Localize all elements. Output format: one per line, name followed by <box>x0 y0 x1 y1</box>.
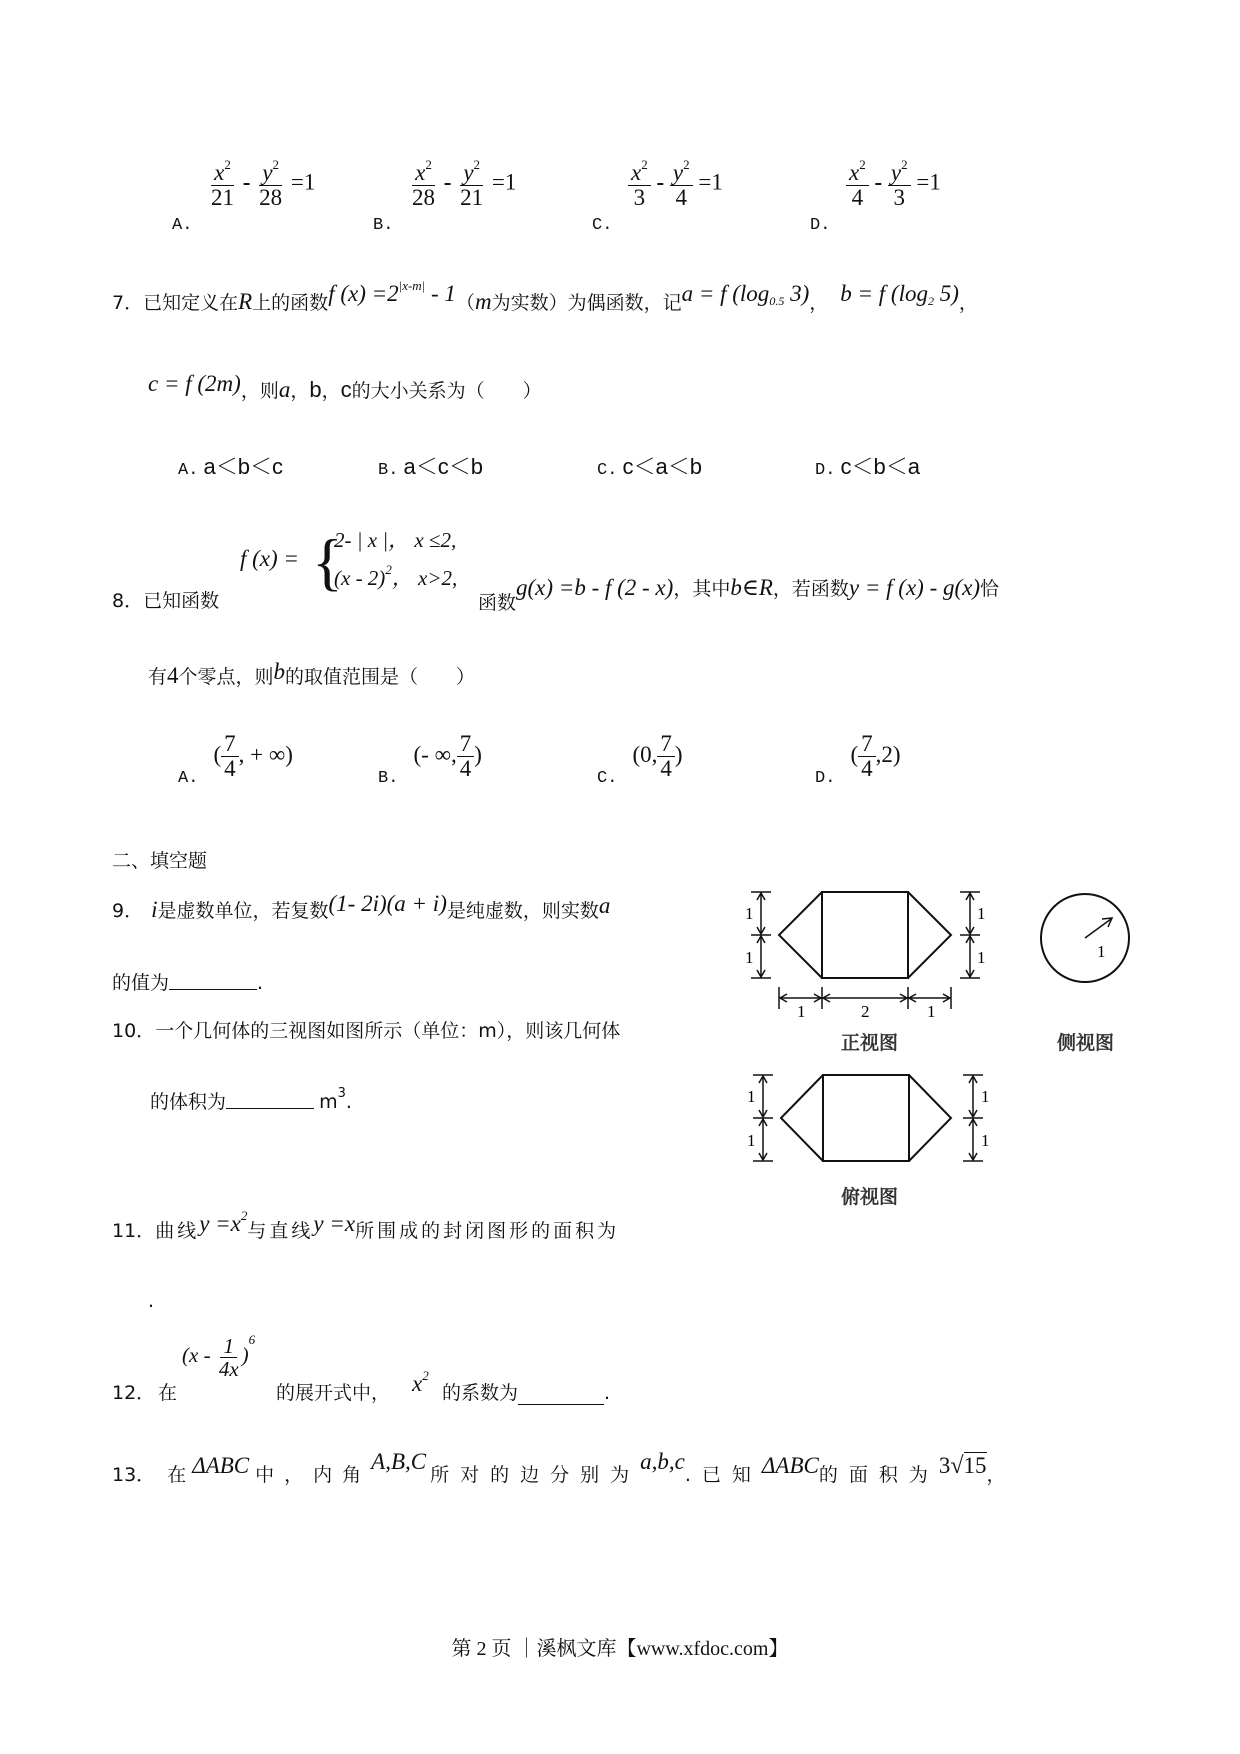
question-8-cont: 函数g(x) =b - f (2 - x)，其中b∈R，若函数y = f (x) - g(x)恰 <box>478 575 1000 614</box>
question-number: 7． <box>112 292 144 314</box>
dim-label: 1 <box>977 904 986 923</box>
radius-line <box>1085 919 1111 938</box>
q8-option-b[interactable]: B. (- ∞, $\frac{7}{4}$ ) <box>378 731 482 788</box>
three-view-figure <box>735 885 1135 1215</box>
dim-label: 1 <box>747 1087 756 1106</box>
dim-label: 1 <box>745 904 754 923</box>
question-number: 9． <box>112 900 144 922</box>
dim-label: 1 <box>745 948 754 967</box>
question-number: 11． <box>112 1220 156 1242</box>
question-7: 7．已知定义在R上的函数f $(x) =2^{|x-m|} - 1(m$为实数）为偶函数，记a = f ($\log_{0.5}$ 3)， b = f ($\log_2$ 5)， <box>112 278 978 314</box>
section-heading: 二、填空题 <box>112 850 208 872</box>
q7-option-c[interactable]: C. c＜a＜b <box>597 454 702 480</box>
top-left-dimension <box>753 1075 773 1161</box>
top-view-label: 俯视图 <box>841 1186 899 1208</box>
fraction-expression: $\frac{x^2}{4}$ - $\frac{y^2}{3}$ =1 <box>846 158 941 210</box>
top-view-right-triangle <box>909 1075 951 1161</box>
dim-label: 1 <box>927 1002 936 1021</box>
question-9-line2: 的值为 . <box>112 972 264 994</box>
question-number: 13． <box>112 1464 156 1486</box>
top-view <box>781 1075 951 1161</box>
q7-option-b[interactable]: B. a＜c＜b <box>378 454 483 480</box>
question-13: 13． 在 ΔABC 中，内角A,B,C所对的边分别为a,b,c.已知ΔABC的面积为3√15， <box>112 1449 1006 1486</box>
q7-option-a[interactable]: A. a＜b＜c <box>178 454 283 480</box>
dim-label: 1 <box>981 1087 990 1106</box>
radius-label: 1 <box>1097 942 1106 961</box>
question-7-line2: c = f (2m)，则a，b，c的大小关系为（ ） <box>148 371 542 402</box>
front-left-dimension <box>751 892 771 978</box>
front-view-left-triangle <box>779 892 822 978</box>
option-label: A. <box>172 216 193 235</box>
question-8: 8．已知函数 <box>112 590 220 612</box>
question-10: 10．一个几何体的三视图如图所示（单位：m），则该几何体 <box>112 1020 621 1042</box>
fraction-expression: $\frac{x^2}{28}$ - $\frac{y^2}{21}$ =1 <box>412 157 517 211</box>
q7-option-d[interactable]: D. c＜b＜a <box>815 454 920 480</box>
q8-option-c[interactable]: C. (0, $\frac{7}{4}$ ) <box>597 731 683 788</box>
function-def: f $(x) =2^{|x-m|} - 1$ <box>328 278 456 306</box>
question-number: 12． <box>112 1382 156 1404</box>
top-view-left-triangle <box>781 1075 823 1161</box>
answer-blank[interactable] <box>518 1403 604 1405</box>
answer-blank[interactable] <box>169 988 257 990</box>
dim-label: 2 <box>861 1002 870 1021</box>
question-number: 8． <box>112 590 144 612</box>
answer-blank[interactable] <box>226 1107 314 1109</box>
dim-label: 1 <box>797 1002 806 1021</box>
front-view-right-triangle <box>908 892 951 978</box>
question-11: 11．曲线$y =x^2$与直线y =x所围成的封闭图形的面积为 <box>112 1208 620 1242</box>
question-10-line2: 的体积为 $m^3$. <box>150 1086 352 1113</box>
side-view-label: 侧视图 <box>1057 1032 1115 1054</box>
option-label: B. <box>373 216 394 235</box>
option-label: D. <box>810 216 831 235</box>
q8-option-a[interactable]: A. ( $\frac{7}{4}$ , + ∞) <box>178 731 293 788</box>
question-11-end: . <box>148 1290 155 1312</box>
front-view <box>779 892 951 978</box>
piecewise-function: f (x) = { 2- | x |， x ≤2, (x - 2)$^2$， x>2, <box>240 526 458 597</box>
dim-label: 1 <box>977 948 986 967</box>
dim-label: 1 <box>981 1131 990 1150</box>
brace: { <box>312 526 343 597</box>
q8-option-d[interactable]: D. ( $\frac{7}{4}$ ,2) <box>815 731 901 788</box>
top-view-square <box>823 1075 909 1161</box>
option-label: C. <box>592 216 613 235</box>
front-view-label: 正视图 <box>841 1032 899 1054</box>
question-8-line2: 有4个零点，则b的取值范围是（ ） <box>148 659 476 688</box>
top-right-dimension <box>963 1075 983 1161</box>
page-footer: 第 2 页 ｜溪枫文库【www.xfdoc.com】 <box>451 1638 789 1660</box>
dim-label: 1 <box>747 1131 756 1150</box>
question-9: 9． i是虚数单位，若复数(1- 2i)(a + i)是纯虚数，则实数a <box>112 891 611 922</box>
fraction-expression: $\frac{x^2}{3}$ - $\frac{y^2}{4}$ =1 <box>628 158 723 210</box>
question-number: 10． <box>112 1020 156 1042</box>
front-view-square <box>822 892 908 978</box>
fraction-expression: $\frac{x^2}{21}$ - $\frac{y^2}{28}$ =1 <box>211 157 316 211</box>
